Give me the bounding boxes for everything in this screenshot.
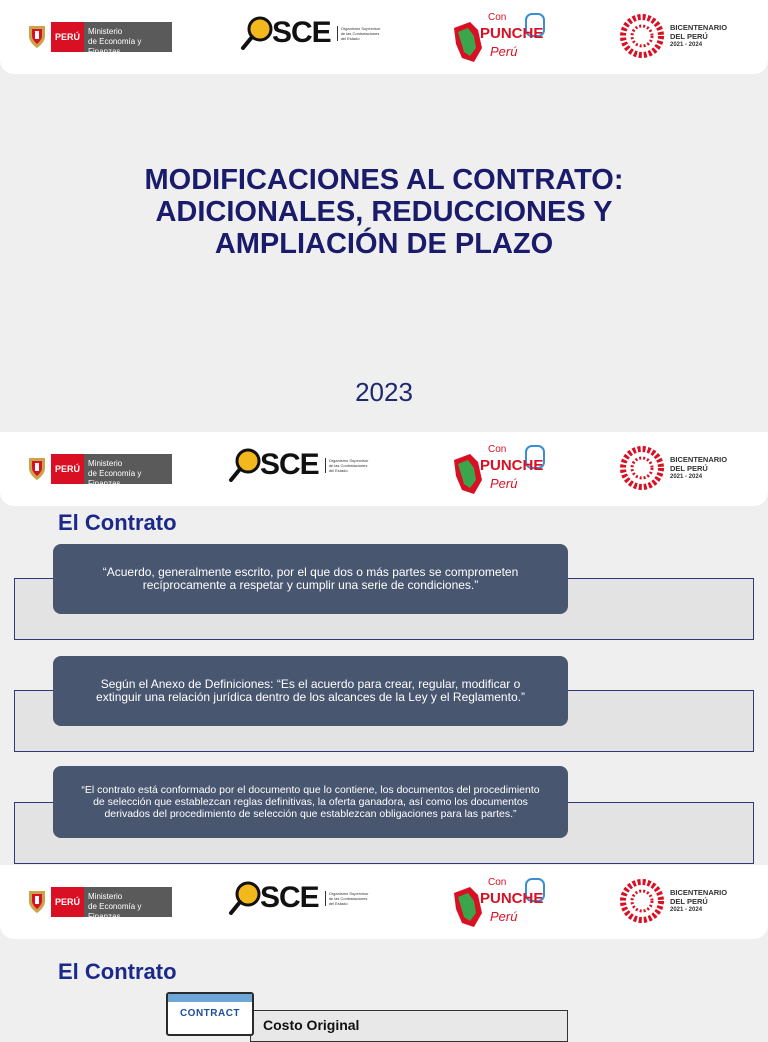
definition-card-1: “Acuerdo, generalmente escrito, por el que dos o más partes se comprometen recíprocamente a respetar y cumplir una serie de condiciones.” (53, 544, 568, 614)
definition-card-2: Según el Anexo de Definiciones: “Es el acuerdo para crear, regular, modificar o extinguir una relación jurídica dentro de los alcances de la Ley y el Reglamento.” (53, 656, 568, 726)
slide-year: 2023 (355, 377, 413, 407)
bicentenario-icon (620, 14, 664, 58)
bicentenario-logo (620, 879, 727, 923)
peru-shield-icon (26, 889, 48, 915)
ministry-label: Ministerio de Economía y Finanzas (84, 454, 172, 484)
svg-text:Perú: Perú (490, 44, 518, 59)
slide-1 (0, 0, 768, 432)
svg-text:Con: Con (488, 444, 507, 455)
osce-logo (228, 446, 369, 484)
peru-ministry-logo (26, 22, 172, 56)
contract-icon-label: CONTRACT (179, 1008, 241, 1019)
magnifier-icon (240, 14, 274, 52)
osce-logo (228, 879, 369, 917)
osce-text: SCE (260, 448, 319, 481)
peru-label: PERÚ (51, 454, 84, 484)
slide-2 (0, 432, 768, 865)
osce-subtitle: Organismo Supervisor de las Contrataciones del Estado (325, 458, 369, 473)
original-cost-box (250, 1010, 568, 1042)
ministry-label: Ministerio de Economía y Finanzas (84, 887, 172, 917)
svg-text:PUNCHE: PUNCHE (480, 25, 544, 42)
peru-label: PERÚ (51, 22, 84, 52)
peru-ministry-logo (26, 454, 172, 488)
bicentenario-text: BICENTENARIO DEL PERÚ 2021 - 2024 (670, 454, 728, 480)
svg-text:Con: Con (488, 877, 507, 888)
bicentenario-text: BICENTENARIO DEL PERÚ 2021 - 2024 (670, 887, 728, 913)
section-heading: El Contrato (58, 959, 177, 984)
bicentenario-logo (620, 14, 727, 58)
svg-text:Perú: Perú (490, 909, 518, 924)
svg-text:PUNCHE: PUNCHE (480, 890, 544, 907)
original-cost-label: Costo Original (263, 1017, 360, 1033)
magnifier-icon (228, 879, 262, 917)
osce-subtitle: Organismo Supervisor de las Contrataciones del Estado (337, 26, 381, 41)
slide-title: MODIFICACIONES AL CONTRATO: ADICIONALES, REDUCCIONES Y AMPLIACIÓN DE PLAZO (144, 164, 624, 260)
peru-shield-icon (26, 24, 48, 50)
svg-text:PUNCHE: PUNCHE (480, 457, 544, 474)
logo-bar (0, 865, 768, 939)
bicentenario-logo (620, 446, 727, 490)
osce-text: SCE (260, 881, 319, 914)
bicentenario-icon (620, 446, 664, 490)
peru-label: PERÚ (51, 887, 84, 917)
bicentenario-text: BICENTENARIO DEL PERÚ 2021 - 2024 (670, 22, 728, 48)
osce-logo (240, 14, 381, 52)
slide-3 (0, 865, 768, 1024)
con-punche-peru-logo (448, 873, 548, 931)
osce-subtitle: Organismo Supervisor de las Contrataciones del Estado (325, 891, 369, 906)
ministry-label: Ministerio de Economía y Finanzas (84, 22, 172, 52)
svg-text:Con: Con (488, 12, 507, 23)
magnifier-icon (228, 446, 262, 484)
logo-bar (0, 432, 768, 506)
logo-bar (0, 0, 768, 74)
con-punche-peru-logo (448, 8, 548, 66)
con-punche-peru-logo (448, 440, 548, 498)
section-heading: El Contrato (58, 510, 177, 535)
peru-ministry-logo (26, 887, 172, 921)
definition-card-3: “El contrato está conformado por el documento que lo contiene, los documentos del procedimiento de selección que establezcan reglas definitivas, la oferta ganadora, así como los documentos derivados del procedimiento de selección que establezcan obligaciones para las partes.” (53, 766, 568, 838)
bicentenario-icon (620, 879, 664, 923)
osce-text: SCE (272, 16, 331, 49)
contract-icon (166, 992, 254, 1036)
svg-text:Perú: Perú (490, 476, 518, 491)
peru-shield-icon (26, 456, 48, 482)
